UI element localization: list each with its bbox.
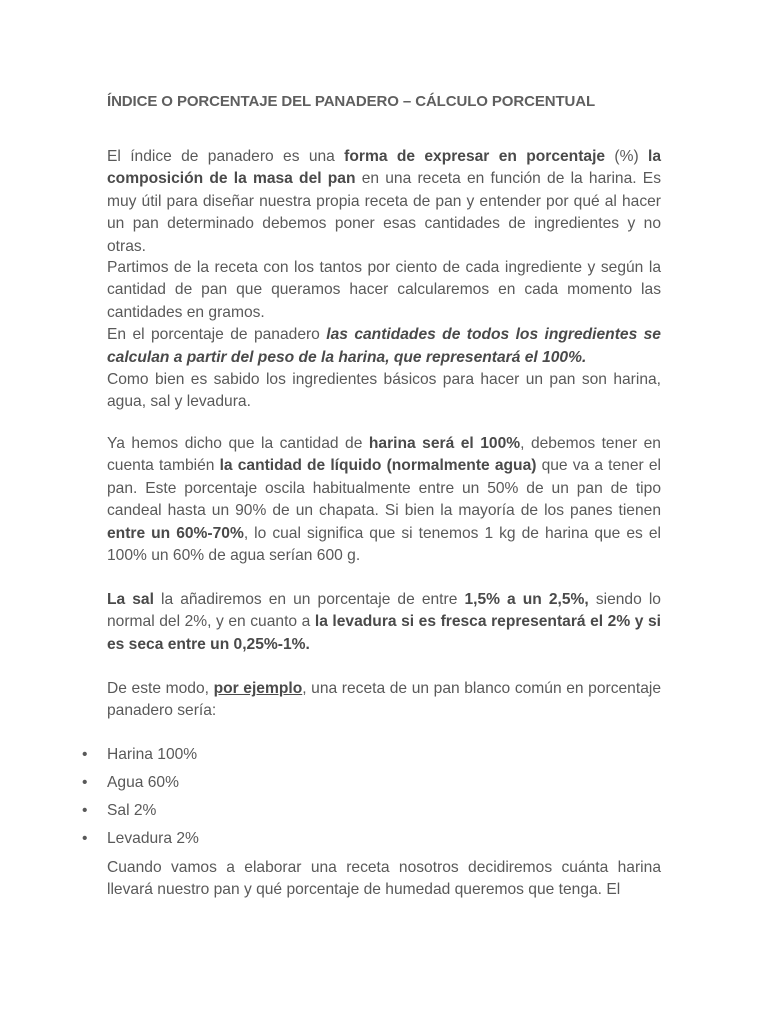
paragraph-intro — [107, 146, 661, 258]
document-title: ÍNDICE O PORCENTAJE DEL PANADERO – CÁLCULO PORCENTUAL — [107, 93, 596, 110]
text-span: Ya hemos dicho que la cantidad de — [107, 435, 369, 452]
bold-underline-span: por ejemplo — [213, 680, 303, 697]
bold-span: la cantidad de líquido (normalmente agua) — [219, 457, 537, 475]
bold-span: harina será el 100% — [368, 435, 521, 452]
bullet-icon: • — [82, 746, 88, 763]
list-item — [82, 744, 199, 772]
bullet-icon: • — [82, 830, 88, 847]
text-span: que va a tener el pan. Este porcentaje oscila habitualmente entre un 50% de un pan de tipo candeal hasta un 90% de un chapata. Si bien la mayoría de los panes tienen — [107, 457, 661, 520]
text-span: (%) — [605, 148, 648, 165]
text-span: siendo lo normal del 2%, y en cuanto a — [107, 591, 661, 631]
bullet-icon: • — [82, 802, 88, 819]
text-span: , una receta de un pan blanco común en porcentaje panadero sería: — [107, 680, 662, 720]
text-span: en una receta en función de la harina. Es muy útil para diseñar nuestra propia receta de pan y entender por qué al hacer un pan determinado debemos poner esas cantidades de ingredientes y no otras. — [107, 170, 661, 255]
paragraph-recipe-basis — [107, 257, 661, 414]
bold-span: forma de expresar en porcentaje — [344, 148, 606, 165]
bold-span: la composición de la masa del pan — [107, 148, 661, 188]
bullet-icon: • — [82, 774, 88, 791]
text-span: De este modo, — [107, 680, 214, 697]
bold-span: La sal — [107, 591, 154, 608]
ingredient-yeast: Levadura 2% — [107, 830, 199, 847]
bold-span: 1,5% a un 2,5%, — [464, 591, 589, 608]
paragraph-closing — [107, 857, 661, 902]
list-item — [82, 772, 199, 800]
text-span: , debemos tener en cuenta también — [107, 435, 661, 475]
bold-span: la levadura si es fresca representará el 2% y si es seca entre un 0,25%-1%. — [107, 613, 661, 653]
ingredient-flour: Harina 100% — [107, 746, 198, 763]
text-span: Cuando vamos a elaborar una receta nosotros decidiremos cuánta harina llevará nuestro pan y qué porcentaje de humedad queremos que tenga. El — [107, 859, 661, 899]
ingredient-salt: Sal 2% — [107, 802, 157, 819]
bold-italic-span: las cantidades de todos los ingredientes se calculan a partir del peso de la harina, que representará el 100%. — [107, 326, 661, 366]
text-span: Como bien es sabido los ingredientes básicos para hacer un pan son harina, agua, sal y levadura. — [107, 371, 661, 411]
ingredient-water: Agua 60% — [107, 774, 179, 791]
text-span: El índice de panadero es una — [107, 148, 345, 165]
paragraph-salt-yeast — [107, 589, 661, 656]
paragraph-flour-water — [107, 433, 661, 567]
ingredient-list — [82, 744, 199, 856]
text-span: , lo cual significa que si tenemos 1 kg de harina que es el 100% un 60% de agua serían 600 g. — [107, 524, 661, 565]
paragraph-example — [107, 678, 661, 723]
list-item — [82, 828, 199, 856]
text-span: Partimos de la receta con los tantos por ciento de cada ingrediente y según la cantidad de pan que queramos hacer calcularemos en cada momento las cantidades en gramos. — [107, 259, 661, 321]
list-item — [82, 800, 199, 828]
text-span: la añadiremos en un porcentaje de entre — [153, 591, 465, 608]
text-span: En el porcentaje de panadero — [107, 326, 327, 344]
bold-span: entre un 60%-70% — [107, 524, 244, 542]
